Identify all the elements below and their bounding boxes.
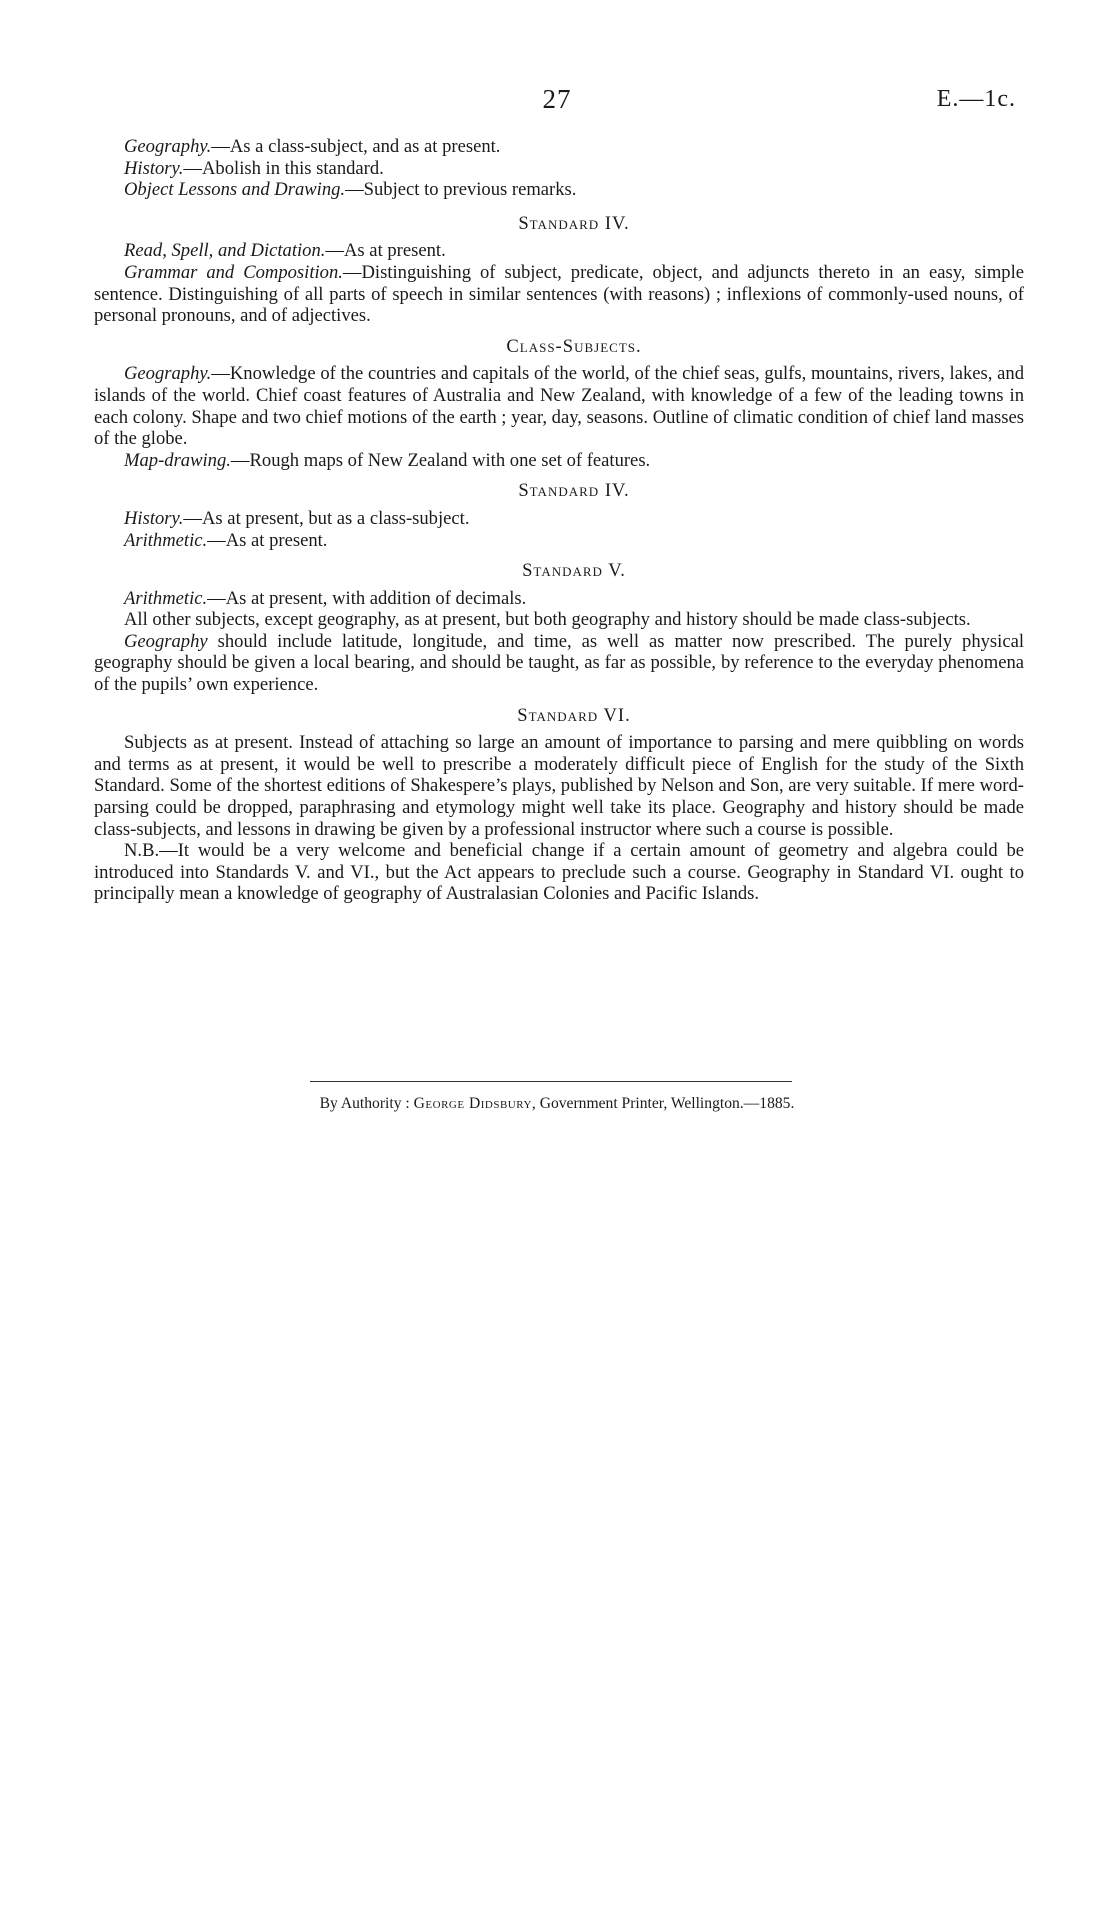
page-number: 27 — [542, 84, 572, 114]
document-reference: E.—1c. — [936, 86, 1016, 112]
paragraph-other-subjects: All other subjects, except geography, as at present, but both geography and history should be made class-subjects. — [124, 609, 971, 631]
heading-standard-vi: Standard VI. — [517, 704, 631, 726]
paragraph-map-drawing: Map-drawing.—Rough maps of New Zealand with one set of features. — [124, 449, 651, 471]
paragraph-arithmetic: Arithmetic.—As at present. — [124, 529, 328, 551]
intro-line-object-lessons: Object Lessons and Drawing.—Subject to previous remarks. — [124, 179, 577, 201]
paragraph-history: History.—As at present, but as a class-subject. — [124, 507, 470, 529]
paragraph-arithmetic-v: Arithmetic.—As at present, with addition of decimals. — [124, 587, 527, 609]
paragraph-geography: Geography.—Knowledge of the countries and capitals of the world, of the chief seas, gulfs, mountains, rivers, lakes, and islands of the world. Chief coast features of Australia and New Zealand, with knowledge of a few of the leading towns in each colony. Shape and two chief motions of the earth ; year, day, seasons. Outline of climatic condition of chief land masses of the globe. — [94, 363, 1024, 450]
footer-rule — [310, 1081, 792, 1082]
paragraph-nb: N.B.—It would be a very welcome and beneficial change if a certain amount of geometry and algebra could be introduced into Standards V. and VI., but the Act appears to preclude such a course. Geography in Standard VI. ought to principally mean a knowledge of geography of Australasian Colonies and Pacific Islands. — [94, 840, 1024, 905]
intro-line-history: History.—Abolish in this standard. — [124, 157, 384, 179]
printer-imprint: By Authority : George Didsbury, Government Printer, Wellington.—1885. — [319, 1095, 795, 1112]
heading-standard-v: Standard V. — [522, 560, 626, 582]
paragraph-geography-v: Geography should include latitude, longitude, and time, as well as matter now prescribed. The purely physical geography should be given a local bearing, and should be taught, as far as possible, by reference to the everyday phenomena of the pupils’ own experience. — [94, 630, 1024, 696]
paragraph-read-spell: Read, Spell, and Dictation.—As at present. — [124, 240, 446, 262]
paragraph-subjects-vi: Subjects as at present. Instead of attaching so large an amount of importance to parsing and mere quibbling on words and terms as at present, it would be well to prescribe a moderately difficult piece of English for the study of the Sixth Standard. Some of the shortest editions of Shakespere’s plays, published by Nelson and Son, are very suitable. If mere word-parsing could be dropped, paraphrasing and etymology might well take its place. Geography and history should be made class-subjects, and lessons in drawing be given by a professional instructor where such a course is possible. — [94, 732, 1024, 840]
intro-line-geography: Geography.—As a class-subject, and as at present. — [124, 136, 501, 157]
heading-standard-iv-second: Standard IV. — [518, 480, 630, 502]
document-body — [94, 136, 1024, 905]
heading-class-subjects: Class-Subjects. — [506, 335, 642, 357]
heading-standard-iv: Standard IV. — [518, 212, 630, 234]
paragraph-grammar: Grammar and Composition.—Distinguishing of subject, predicate, object, and adjuncts thereto in an easy, simple sentence. Distinguishing of all parts of speech in similar sentences (with reasons) ; inflexions of commonly-used nouns, of personal pronouns, and of adjectives. — [94, 261, 1024, 327]
